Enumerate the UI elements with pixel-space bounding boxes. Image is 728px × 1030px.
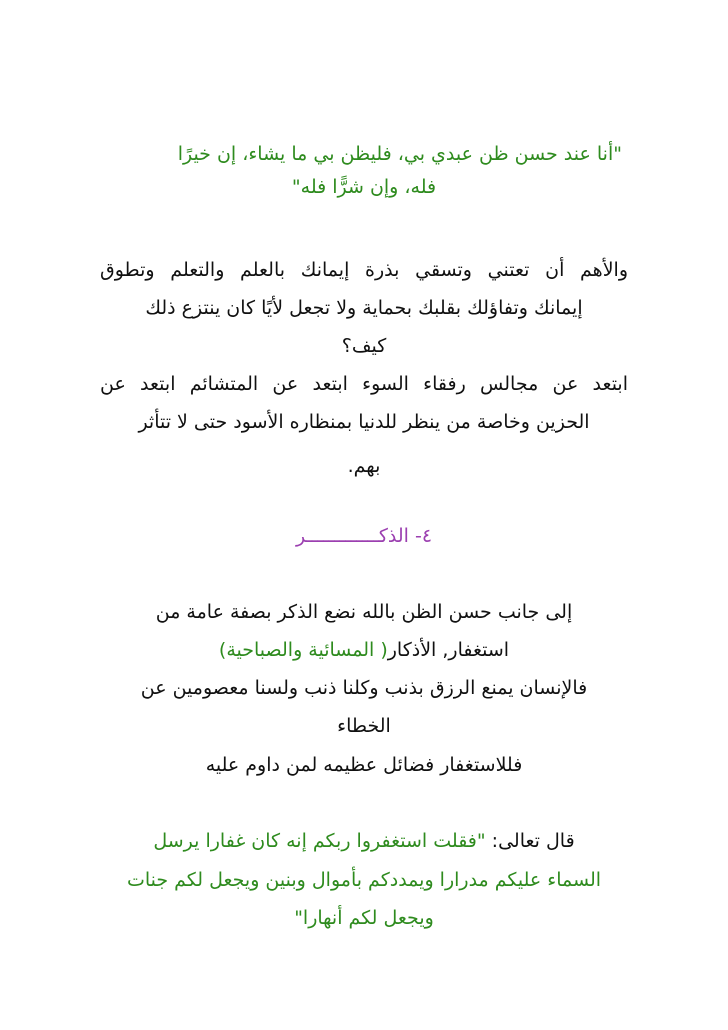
paragraph-2-line-3: بهم. — [347, 455, 381, 477]
verse-quote-start: "فقلت استغفروا ربكم إنه كان غفارا يرسل — [153, 830, 486, 852]
paragraph-2-line-1: ابتعد عن مجالس رفقاء السوء ابتعد عن المتشائم ابتعد عن — [100, 373, 628, 395]
paragraph-3-highlight: ( المسائية والصباحية) — [218, 639, 388, 661]
paragraph-3-line-5: فللاستغفار فضائل عظيمه لمن داوم عليه — [205, 754, 523, 776]
verse-intro: قال تعالى: — [485, 830, 575, 852]
section-heading: ٤- الذكـــــــــــــر — [295, 525, 433, 547]
paragraph-1-line-2: إيمانك وتفاؤلك بقلبك بحماية ولا تجعل لأيًا كان ينتزع ذلك — [145, 297, 583, 319]
paragraph-3-line-3: فالإنسان يمنع الرزق بذنب وكلنا ذنب ولسنا معصومين عن — [140, 677, 588, 699]
paragraph-2-line-2: الحزين وخاصة من ينظر للدنيا بمنظاره الأسود حتى لا تتأثر — [138, 411, 590, 433]
hadith-line-1: "أنا عند حسن ظن عبدي بي، فليظن بي ما يشاء، إن خيرًا — [177, 143, 622, 165]
paragraph-3-line-2 — [100, 636, 628, 664]
paragraph-1-line-1: والأهم أن تعتني وتسقي بذرة إيمانك بالعلم والتعلم وتطوق — [100, 259, 628, 281]
hadith-line-2: فله، وإن شرًّا فله" — [291, 176, 437, 198]
verse-line-1 — [100, 827, 628, 855]
paragraph-3-line-2-prefix: استغفار, الأذكار — [387, 639, 510, 661]
paragraph-3-line-1: إلى جانب حسن الظن بالله نضع الذكر بصفة عامة من — [155, 601, 573, 623]
document-page — [100, 0, 628, 1030]
verse-line-2: السماء عليكم مدرارا ويمددكم بأموال وبنين ويجعل لكم جنات — [126, 869, 602, 891]
paragraph-1-line-3: كيف؟ — [341, 335, 387, 357]
paragraph-3-line-4: الخطاء — [337, 715, 391, 737]
verse-line-3: ويجعل لكم أنهارا" — [294, 907, 434, 929]
